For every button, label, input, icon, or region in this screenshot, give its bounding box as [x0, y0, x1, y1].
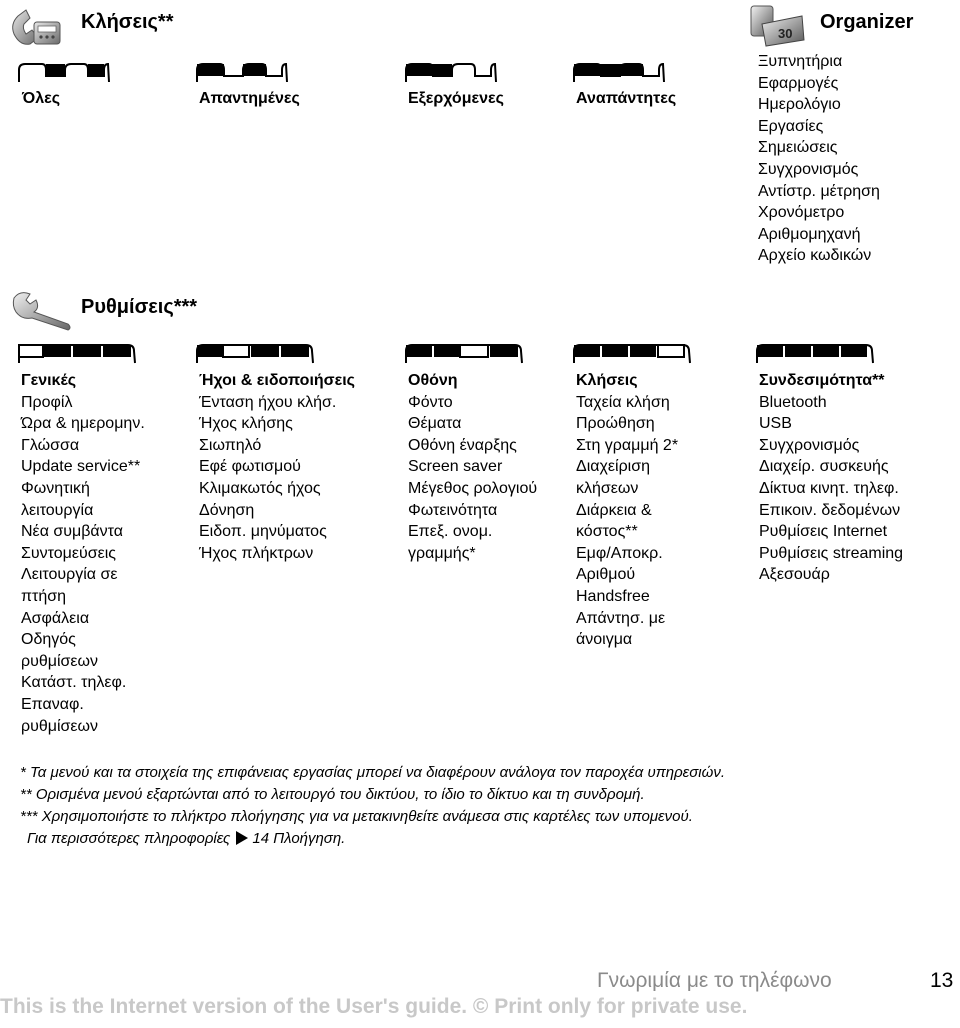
- organizer-icon: [748, 2, 806, 48]
- list-item: Ασφάλεια: [21, 609, 90, 627]
- list-item: Απάντησ. με: [576, 609, 666, 627]
- column-heading: Συνδεσιμότητα**: [759, 372, 885, 389]
- list-item: Διαχείρ. συσκευής: [759, 458, 889, 476]
- tab-icon-all: [18, 62, 113, 84]
- list-item: ρυθμίσεων: [21, 717, 99, 735]
- list-item: Διάρκεια &: [576, 501, 652, 519]
- phone-icon: [8, 4, 64, 52]
- more-info-text: Για περισσότερες πληροφορίες: [27, 830, 231, 847]
- settings-column-display: [408, 370, 588, 564]
- list-item: Συγχρονισμός: [758, 160, 859, 178]
- tab-answered: Απαντημένες: [199, 90, 300, 107]
- wrench-icon: [10, 288, 74, 332]
- list-item: Δίκτυα κινητ. τηλεφ.: [759, 479, 899, 497]
- list-item: Handsfree: [576, 587, 650, 605]
- list-item: Ήχος κλήσης: [199, 415, 293, 433]
- list-item: Ήχος πλήκτρων: [199, 544, 314, 562]
- column-heading: Οθόνη: [408, 372, 458, 389]
- disclaimer: This is the Internet version of the User's guide. © Print only for private use.: [0, 995, 748, 1018]
- list-item: Φόντο: [408, 393, 453, 411]
- arrow-right-icon: [236, 831, 248, 845]
- list-item: Συγχρονισμός: [759, 436, 860, 454]
- tab-icon-general: [18, 343, 138, 365]
- list-item: Ρυθμίσεις streaming: [759, 544, 904, 562]
- organizer-list: [758, 51, 938, 267]
- list-item: USB: [759, 415, 792, 433]
- list-item: άνοιγμα: [576, 631, 633, 649]
- list-item: Οδηγός: [21, 631, 76, 649]
- list-item: Λειτουργία σε: [21, 566, 118, 584]
- tab-icon-sounds: [196, 343, 316, 365]
- list-item: Εργασίες: [758, 117, 824, 135]
- column-heading: Κλήσεις: [576, 372, 638, 389]
- footnote-2: ** Ορισμένα μενού εξαρτώνται από το λειτουργό του δικτύου, το ίδιο το δίκτυο και τη συνδρομή.: [20, 786, 645, 803]
- list-item: Συντομεύσεις: [21, 544, 117, 562]
- tab-all: Όλες: [22, 90, 61, 107]
- list-item: Νέα συμβάντα: [21, 523, 124, 541]
- list-item: γραμμής*: [408, 544, 476, 562]
- tab-icon-calls: [573, 343, 693, 365]
- calls-title: Κλήσεις**: [81, 11, 174, 33]
- svg-text:30: 30: [778, 26, 793, 41]
- list-item: Αριθμομηχανή: [758, 225, 861, 243]
- list-item: Ταχεία κλήση: [576, 393, 670, 411]
- list-item: Δόνηση: [199, 501, 255, 519]
- page-reference-link[interactable]: 14 Πλοήγηση.: [252, 830, 346, 847]
- list-item: Μέγεθος ρολογιού: [408, 479, 538, 497]
- list-item: Επαναφ.: [21, 695, 84, 713]
- settings-column-general: [21, 370, 201, 737]
- settings-column-sounds: [199, 370, 379, 564]
- tab-icon-display: [405, 343, 525, 365]
- list-item: Ειδοπ. μηνύματος: [199, 523, 327, 541]
- list-item: Θέματα: [408, 415, 462, 433]
- list-item: Αρχείο κωδικών: [758, 247, 872, 265]
- list-item: κλήσεων: [576, 479, 639, 497]
- list-item: Screen saver: [408, 458, 503, 476]
- list-item: Κατάστ. τηλεφ.: [21, 674, 127, 692]
- settings-title: Ρυθμίσεις***: [81, 296, 198, 318]
- list-item: Επικοιν. δεδομένων: [759, 501, 901, 519]
- tab-icon-outgoing: [405, 62, 500, 84]
- list-item: Στη γραμμή 2*: [576, 436, 679, 454]
- settings-column-connectivity: [759, 370, 939, 586]
- list-item: Γλώσσα: [21, 436, 80, 454]
- list-item: Οθόνη έναρξης: [408, 436, 517, 454]
- list-item: Ρυθμίσεις Internet: [759, 523, 888, 541]
- list-item: Σιωπηλό: [199, 436, 262, 454]
- tab-icon-answered: [196, 62, 291, 84]
- list-item: Επεξ. ονομ.: [408, 523, 493, 541]
- list-item: ρυθμίσεων: [21, 652, 99, 670]
- column-heading: Ήχοι & ειδοποιήσεις: [199, 372, 355, 389]
- list-item: Προφίλ: [21, 393, 73, 411]
- page-number: 13: [930, 969, 954, 992]
- organizer-title: Organizer: [820, 11, 914, 33]
- list-item: Αριθμού: [576, 566, 636, 584]
- list-item: Εμφ/Αποκρ.: [576, 544, 663, 562]
- list-item: πτήση: [21, 587, 67, 605]
- list-item: Κλιμακωτός ήχος: [199, 479, 321, 497]
- list-item: Φωνητική: [21, 479, 90, 497]
- list-item: Προώθηση: [576, 415, 655, 433]
- list-item: Χρονόμετρο: [758, 204, 845, 222]
- list-item: Ξυπνητήρια: [758, 53, 843, 70]
- list-item: Ένταση ήχου κλήσ.: [199, 393, 337, 411]
- column-heading: Γενικές: [21, 372, 77, 389]
- list-item: Διαχείριση: [576, 458, 651, 476]
- list-item: Bluetooth: [759, 393, 827, 411]
- list-item: Σημειώσεις: [758, 139, 838, 157]
- list-item: Αντίστρ. μέτρηση: [758, 182, 880, 200]
- list-item: κόστος**: [576, 523, 638, 541]
- tab-outgoing: Εξερχόμενες: [408, 90, 504, 107]
- list-item: Update service**: [21, 458, 141, 476]
- tab-icon-connectivity: [756, 343, 876, 365]
- tab-missed: Αναπάντητες: [576, 90, 677, 107]
- list-item: Εφέ φωτισμού: [199, 458, 301, 476]
- list-item: Φωτεινότητα: [408, 501, 498, 519]
- footnote-4: [20, 828, 725, 850]
- list-item: Ώρα & ημερομην.: [21, 415, 145, 433]
- list-item: Αξεσουάρ: [759, 566, 830, 584]
- settings-column-calls: [576, 370, 756, 651]
- footnotes: [20, 762, 725, 850]
- footnote-1: * Τα μενού και τα στοιχεία της επιφάνειας εργασίας μπορεί να διαφέρουν ανάλογα τον παροχέα υπηρεσιών.: [20, 764, 725, 781]
- section-title: Γνωριμία με το τηλέφωνο: [597, 969, 832, 992]
- list-item: λειτουργία: [21, 501, 94, 519]
- list-item: Ημερολόγιο: [758, 96, 841, 114]
- footnote-3: *** Χρησιμοποιήστε το πλήκτρο πλοήγησης για να μετακινηθείτε ανάμεσα στις καρτέλες των υπομενού.: [20, 808, 693, 825]
- tab-icon-missed: [573, 62, 668, 84]
- list-item: Εφαρμογές: [758, 74, 839, 92]
